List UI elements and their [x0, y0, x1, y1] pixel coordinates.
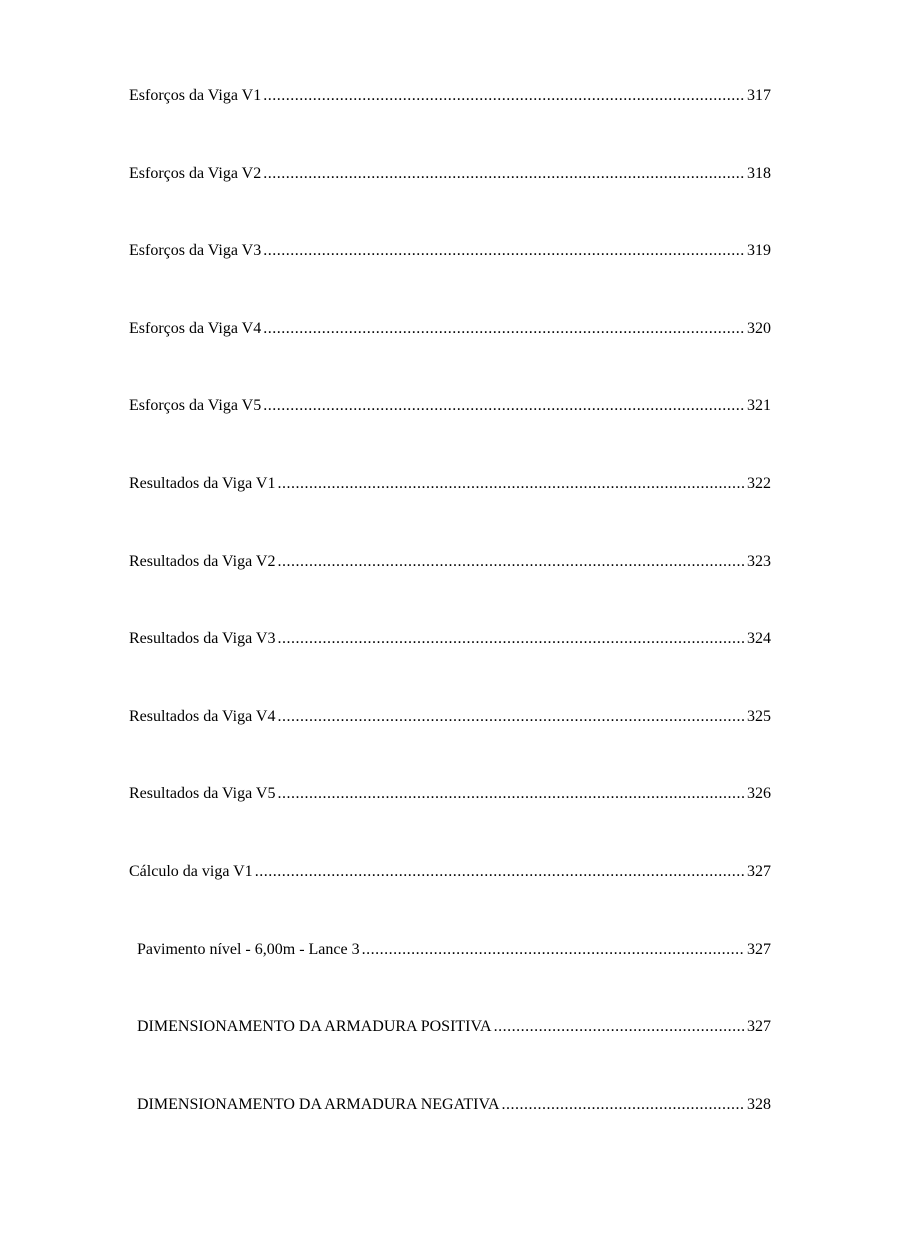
toc-entry-title: Cálculo da viga V1 — [129, 862, 253, 880]
toc-entry-resultados-v1[interactable] — [129, 474, 771, 552]
toc-entry-title: Resultados da Viga V5 — [129, 785, 276, 803]
toc-dot-leader — [277, 707, 745, 727]
toc-dot-leader — [255, 862, 745, 882]
toc-entry-page: 319 — [747, 242, 771, 260]
toc-entry-resultados-v5[interactable] — [129, 784, 771, 862]
toc-entry-page: 327 — [747, 940, 771, 958]
toc-entry-page: 317 — [747, 87, 771, 104]
toc-dot-leader — [494, 1017, 745, 1037]
toc-entry-esforcos-v4[interactable] — [129, 319, 771, 397]
toc-entry-esforcos-v2[interactable] — [129, 164, 771, 242]
toc-entry-resultados-v2[interactable] — [129, 552, 771, 630]
toc-entry-resultados-v3[interactable] — [129, 629, 771, 707]
toc-entry-page: 327 — [747, 862, 771, 880]
toc-dot-leader — [502, 1095, 745, 1115]
table-of-contents — [129, 86, 771, 1172]
toc-entry-title: Resultados da Viga V4 — [129, 707, 276, 725]
toc-dot-leader — [277, 629, 745, 649]
toc-entry-title: Pavimento nível - 6,00m - Lance 3 — [137, 940, 360, 958]
toc-dot-leader — [277, 784, 745, 804]
toc-dot-leader — [277, 474, 745, 494]
toc-entry-armadura-negativa[interactable] — [129, 1095, 771, 1173]
toc-entry-page: 320 — [747, 319, 771, 337]
toc-dot-leader — [263, 241, 745, 261]
toc-entry-armadura-positiva[interactable] — [129, 1017, 771, 1095]
toc-entry-page: 322 — [747, 474, 771, 492]
toc-entry-page: 318 — [747, 164, 771, 182]
toc-entry-page: 323 — [747, 552, 771, 570]
toc-dot-leader — [263, 396, 745, 416]
toc-entry-title: Resultados da Viga V1 — [129, 474, 276, 492]
toc-dot-leader — [362, 940, 745, 960]
toc-entry-resultados-v4[interactable] — [129, 707, 771, 785]
toc-dot-leader — [263, 86, 745, 106]
toc-entry-title: Esforços da Viga V2 — [129, 164, 262, 182]
toc-entry-title: DIMENSIONAMENTO DA ARMADURA POSITIVA — [137, 1018, 492, 1036]
toc-entry-page: 325 — [747, 707, 771, 725]
toc-entry-title: Resultados da Viga V2 — [129, 552, 276, 570]
toc-entry-title: Esforços da Viga V5 — [129, 397, 262, 415]
toc-entry-page: 327 — [747, 1018, 771, 1036]
toc-entry-page: 328 — [747, 1095, 771, 1113]
toc-entry-page: 321 — [747, 397, 771, 415]
toc-entry-title: Esforços da Viga V3 — [129, 242, 262, 260]
toc-entry-page: 326 — [747, 785, 771, 803]
toc-entry-pavimento-lance-3[interactable] — [129, 940, 771, 1018]
toc-entry-page: 324 — [747, 630, 771, 648]
toc-entry-calculo-v1[interactable] — [129, 862, 771, 940]
toc-entry-title: Resultados da Viga V3 — [129, 630, 276, 648]
toc-dot-leader — [263, 164, 745, 184]
toc-entry-title: Esforços da Viga V4 — [129, 319, 262, 337]
toc-entry-esforcos-v5[interactable] — [129, 396, 771, 474]
toc-dot-leader — [277, 552, 745, 572]
toc-entry-title: Esforços da Viga V1 — [129, 87, 262, 104]
toc-entry-esforcos-v3[interactable] — [129, 241, 771, 319]
toc-dot-leader — [263, 319, 745, 339]
toc-entry-esforcos-v1[interactable] — [129, 86, 771, 164]
toc-entry-title: DIMENSIONAMENTO DA ARMADURA NEGATIVA — [137, 1095, 500, 1113]
